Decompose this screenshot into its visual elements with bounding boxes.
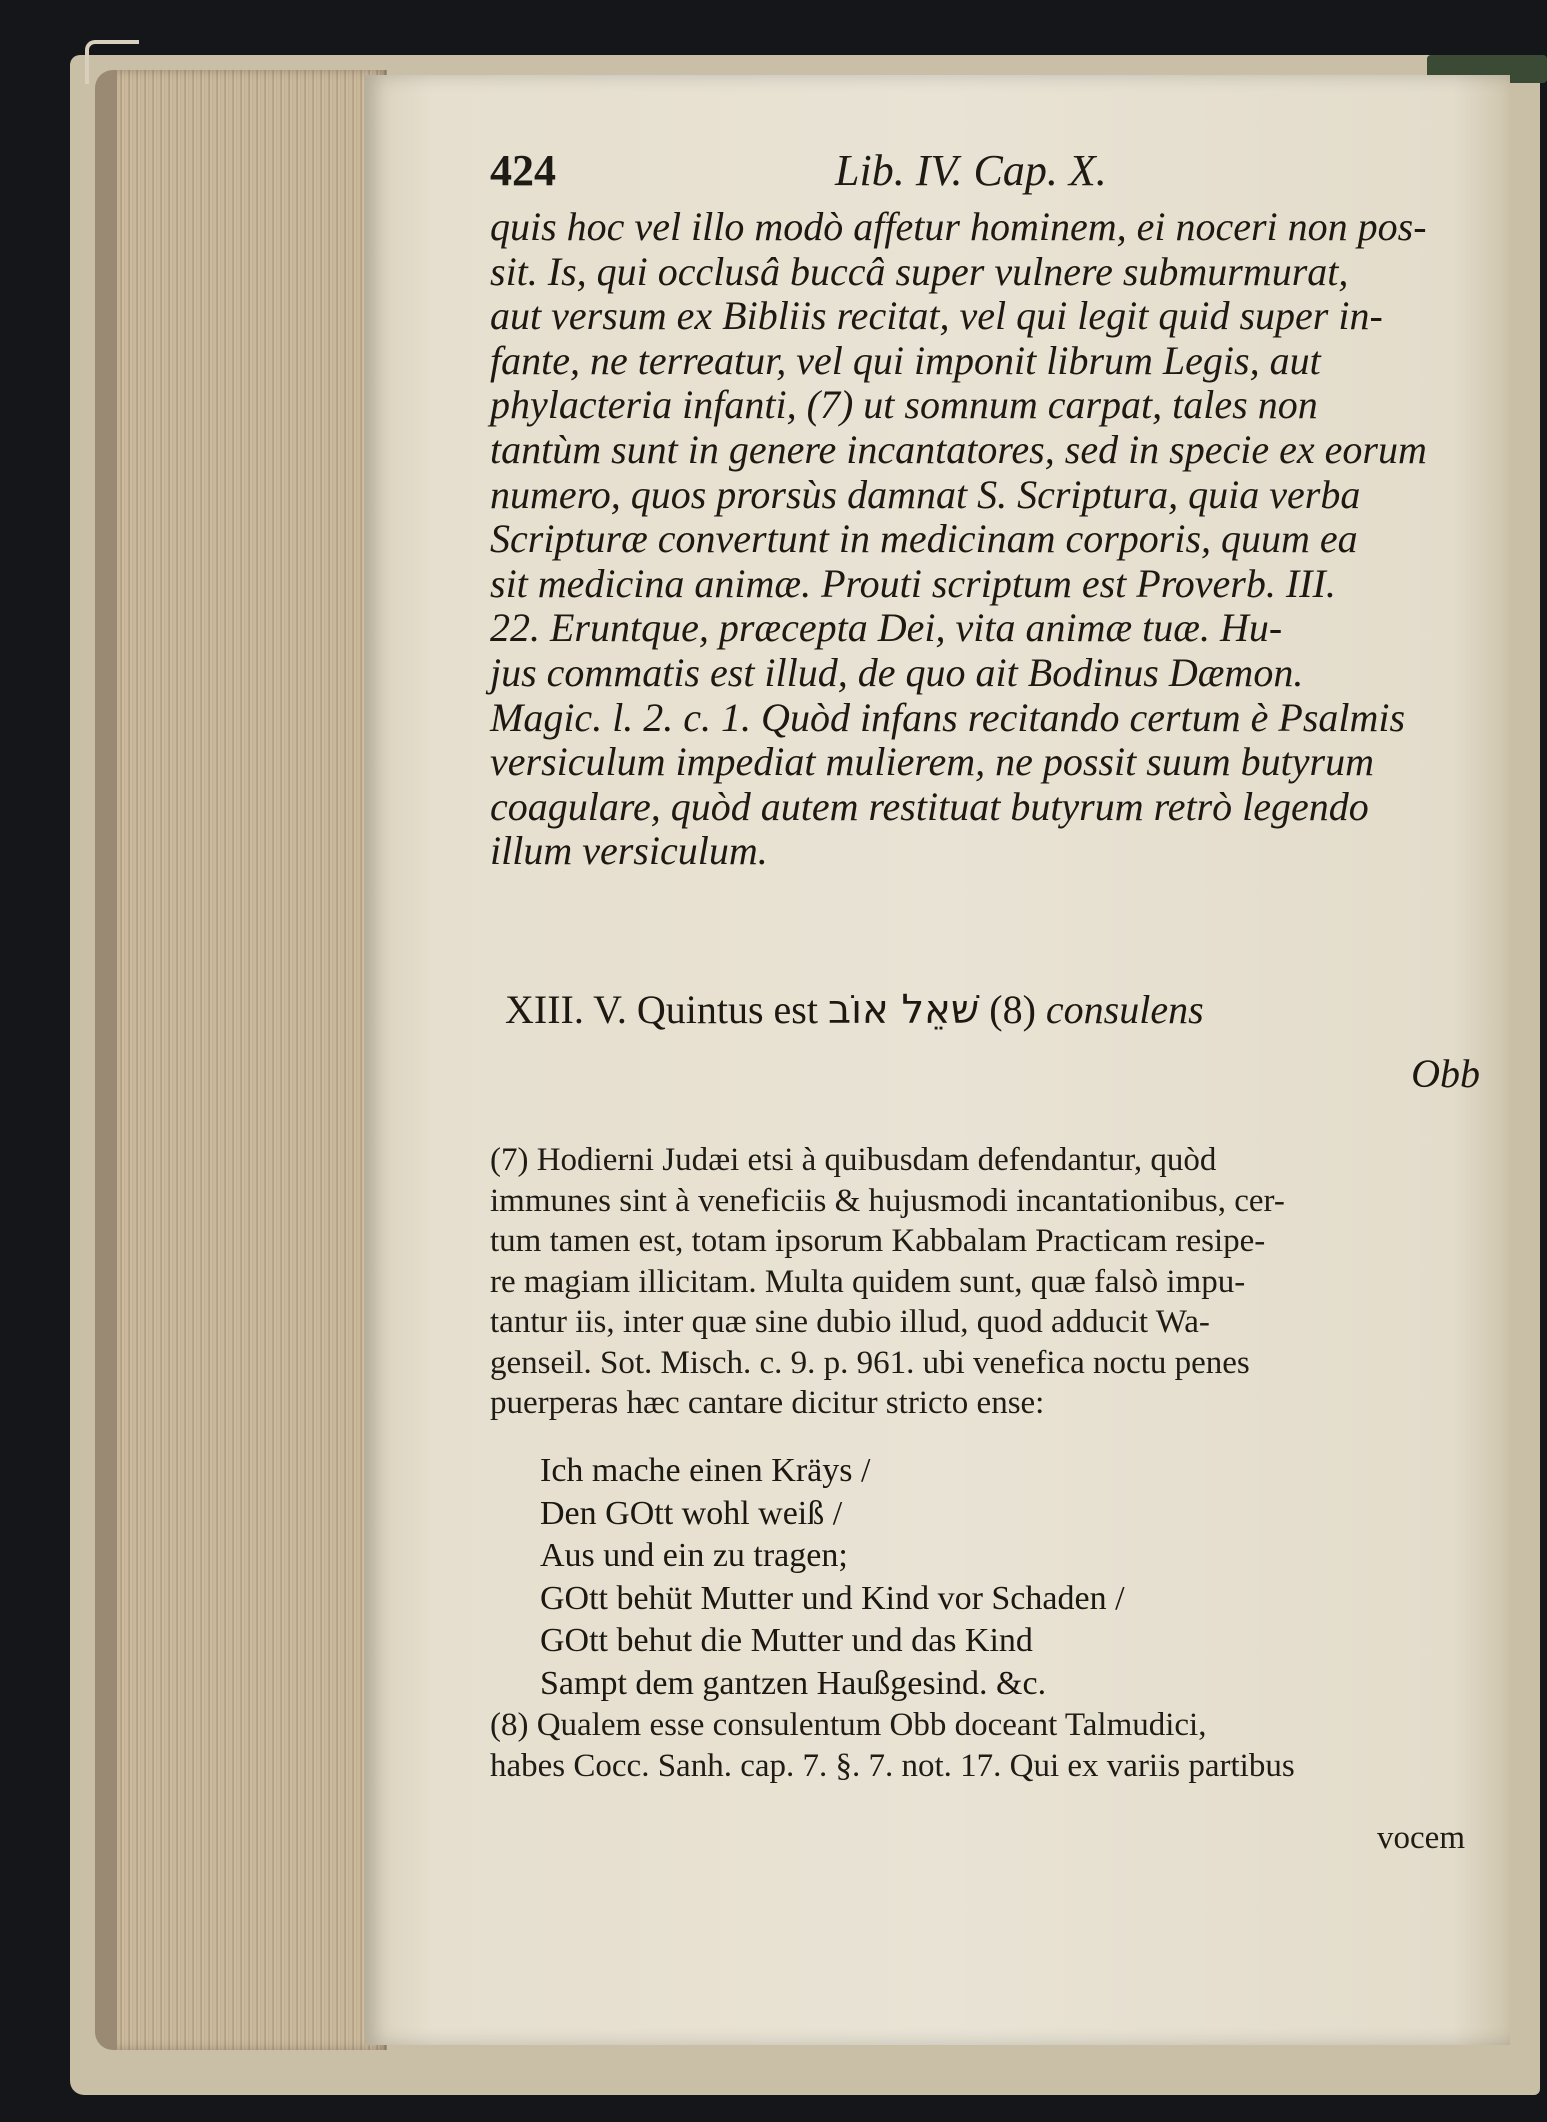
text-line: 22. Eruntque, præcepta Dei, vita animæ tuæ. Hu- <box>490 605 1283 651</box>
section-head: XIII. V. Quintus est <box>505 987 818 1032</box>
text-line: tantùm sunt in genere incantatores, sed in specie ex eorum <box>490 426 1427 472</box>
text-line: quis hoc vel illo modò affetur hominem, ei noceri non pos- <box>490 204 1427 249</box>
text-line: versiculum impediat mulierem, ne possit suum butyrum <box>490 739 1374 785</box>
text-line: jus commatis est illud, de quo ait Bodinus Dæmon. <box>490 649 1304 695</box>
footnote-line: re magiam illicitam. Multa quidem sunt, quæ falsò impu- <box>490 1263 1246 1300</box>
text-line: Scripturæ convertunt in medicinam corporis, quum ea <box>490 516 1358 562</box>
text-line: fante, ne terreatur, vel qui imponit librum Legis, aut <box>490 337 1321 383</box>
text-line: sit. Is, qui occlusâ buccâ super vulnere submurmurat, <box>490 248 1349 294</box>
german-verse <box>540 1450 1240 1705</box>
text-line: aut versum ex Bibliis recitat, vel qui legit quid super in- <box>490 293 1383 339</box>
verse-line: GOtt behut die Mutter und das Kind <box>540 1622 1033 1659</box>
footnote-line: (8) Qualem esse consulentum Obb doceant Talmudici, <box>490 1707 1207 1743</box>
note-reference: (8) <box>989 987 1036 1032</box>
main-text <box>490 205 1465 874</box>
verse-line: Aus und ein zu tragen; <box>540 1537 848 1574</box>
verse-line: GOtt behüt Mutter und Kind vor Schaden / <box>540 1579 1125 1617</box>
footnote-line: (7) Hodierni Judæi etsi à quibusdam defendantur, quòd <box>490 1142 1217 1178</box>
page-number: 424 <box>490 146 556 195</box>
footnote-line: tum tamen est, totam ipsorum Kabbalam Practicam resipe- <box>490 1223 1266 1259</box>
running-head: Lib. IV. Cap. X. <box>835 146 1107 195</box>
section-heading <box>505 980 1465 1040</box>
footnote-line: tantur iis, inter quæ sine dubio illud, quod adducit Wa- <box>490 1304 1210 1340</box>
text-line: sit medicina animæ. Prouti scriptum est Proverb. III. <box>490 560 1336 606</box>
book-page <box>365 75 1510 2045</box>
footnote-line: puerperas hæc cantare dicitur stricto ense: <box>490 1385 1045 1421</box>
footnote-line: immunes sint à veneficiis & hujusmodi incantationibus, cer- <box>490 1182 1285 1219</box>
page-header <box>490 145 1430 205</box>
verse-line: Den GOtt wohl weiß / <box>540 1494 843 1532</box>
page-edges <box>95 70 387 2050</box>
verse-line: Ich mache einen Kräys / <box>540 1452 871 1489</box>
text-line: coagulare, quòd autem restituat butyrum retrò legendo <box>490 783 1369 829</box>
footnote-8 <box>490 1705 1465 1786</box>
text-line: Magic. l. 2. c. 1. Quòd infans recitando certum è Psalmis <box>490 694 1406 740</box>
footnote-line: habes Cocc. Sanh. cap. 7. §. 7. not. 17. Qui ex variis partibus <box>490 1747 1295 1784</box>
verse-line: Sampt dem gantzen Haußgesind. &c. <box>540 1664 1047 1702</box>
catchword: Obb <box>1411 1051 1480 1096</box>
catchword-bottom: vocem <box>1377 1820 1465 1856</box>
section-tail: consulens <box>1045 987 1204 1032</box>
text-line: phylacteria infanti, (7) ut somnum carpat, tales non <box>490 382 1318 428</box>
text-line: illum versiculum. <box>490 828 768 874</box>
footnote-7 <box>490 1140 1465 1424</box>
footnote-line: genseil. Sot. Misch. c. 9. p. 961. ubi venefica noctu penes <box>490 1344 1250 1381</box>
hebrew-term: שׁאֵל אוֹב <box>827 987 980 1033</box>
text-line: numero, quos prorsùs damnat S. Scriptura, quia verba <box>490 471 1361 517</box>
